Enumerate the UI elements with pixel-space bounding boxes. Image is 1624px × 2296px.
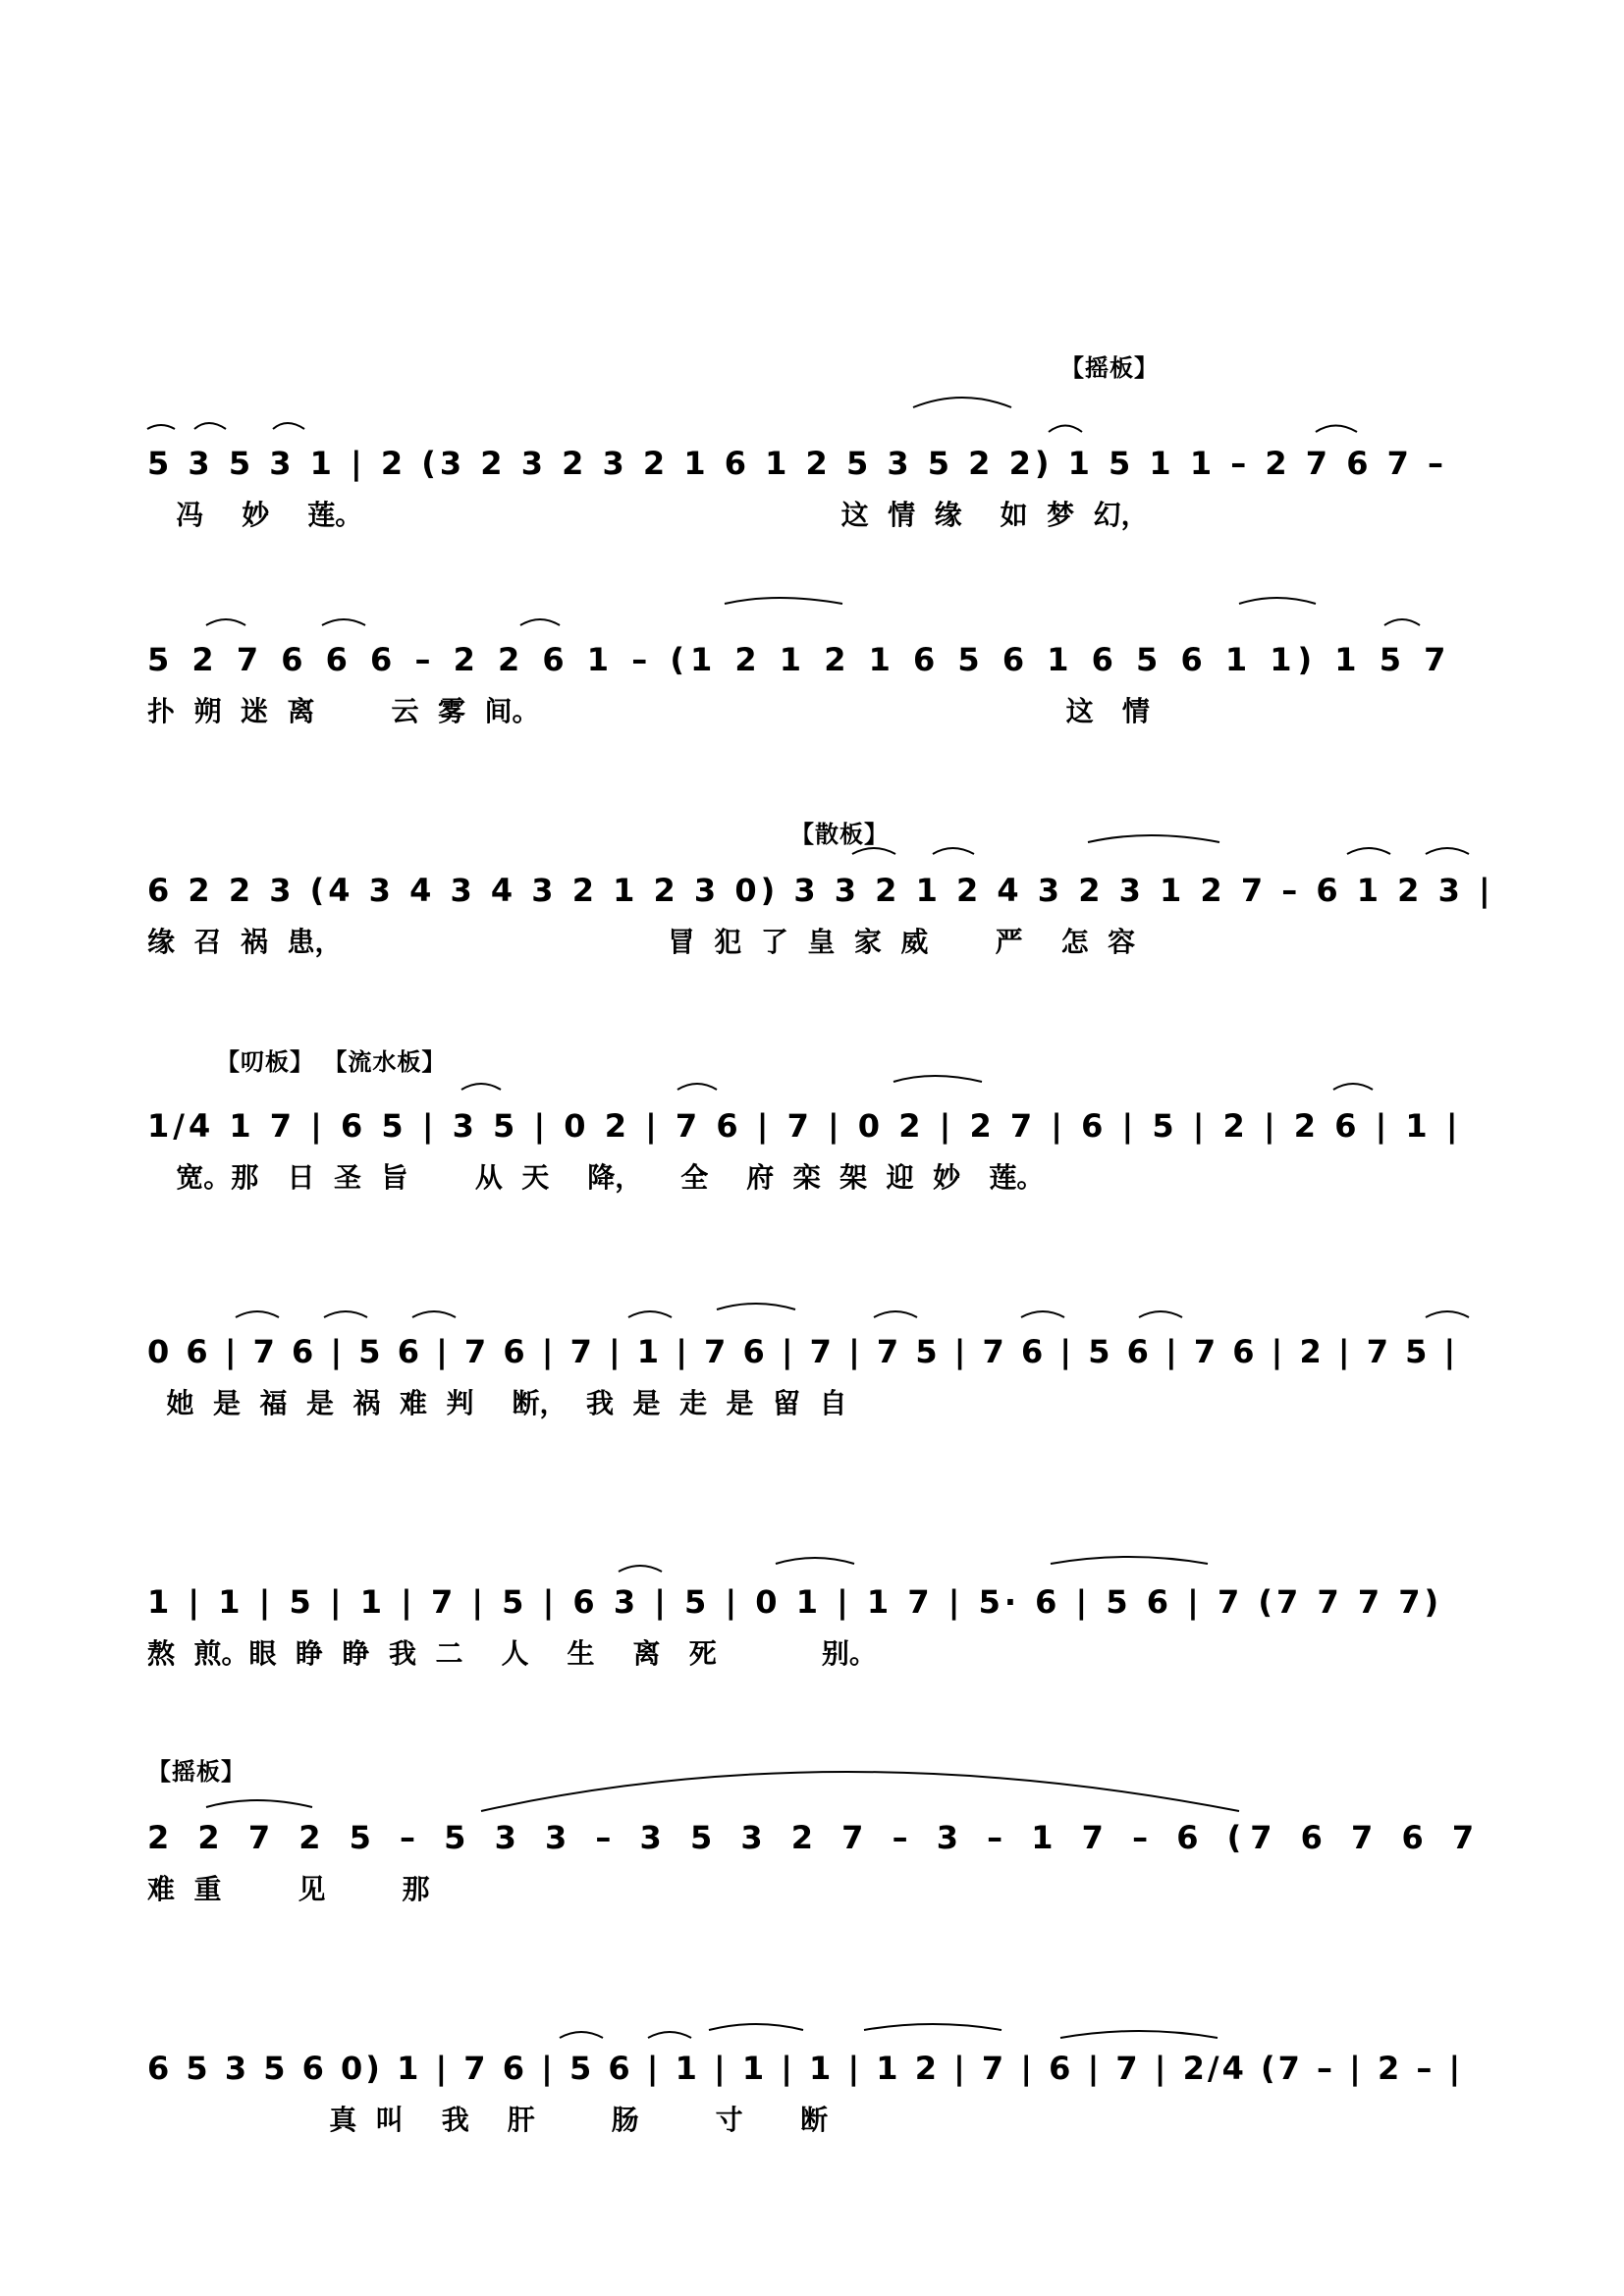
lyrics-line: 扑 朔 迷 离 云 雾 间。 这 情 <box>147 695 1150 727</box>
score-system-7 <box>147 1752 1502 1909</box>
jianpu-notes: 0 6 | 7 6 | 5 6 | 7 6 | 7 | 1 | 7 6 | 7 | 7 5 | 7 6 | 5 6 | 7 6 | 2 | 7 5 | <box>147 1333 1459 1370</box>
jianpu-notes: 6 5 3 5 6 0) 1 | 7 6 | 5 6 | 1 | 1 | 1 | 1 2 | 7 | 6 | 7 | 2/4 (7 – | 2 – | <box>147 2050 1464 2087</box>
section-label: 【叨板】 【流水板】 <box>216 1048 447 1076</box>
jianpu-notes: 1/4 1 7 | 6 5 | 3 5 | 0 2 | 7 6 | 7 | 0 2 | 2 7 | 6 | 5 | 2 | 2 6 | 1 | <box>147 1107 1462 1145</box>
section-label: 【摇板】 <box>147 1758 245 1786</box>
score-system-3 <box>147 795 1502 958</box>
lyrics-line: 真 叫 我 肝 肠 寸 断 <box>147 2104 829 2136</box>
lyrics-line: 冯 妙 莲。 这 情 缘 如 梦 幻， <box>147 499 1149 531</box>
score-system-8 <box>147 1983 1502 2140</box>
lyrics-line: 缘 召 祸 患， 冒 犯 了 皇 家 威 严 怎 容 <box>147 926 1136 958</box>
lyrics-line: 难 重 见 那 <box>147 1873 430 1905</box>
section-label: 【散板】 <box>790 821 889 848</box>
score-system-4 <box>147 1031 1502 1194</box>
jianpu-notes: 6 2 2 3 (4 3 4 3 4 3 2 1 2 3 0) 3 3 2 1 2 4 3 2 3 1 2 7 – 6 1 2 3 | <box>147 872 1494 909</box>
score-system-5 <box>147 1266 1502 1423</box>
lyrics-line: 她 是 福 是 祸 难 判 断， 我 是 走 是 留 自 <box>147 1387 847 1419</box>
lyrics-line: 宽。那 日 圣 旨 从 天 降， 全 府 栾 架 迎 妙 莲。 <box>147 1161 1045 1194</box>
score-system-6 <box>147 1517 1502 1674</box>
score-system-1 <box>147 348 1502 531</box>
lyrics-line: 熬 煎。眼 睁 睁 我 二 人 生 离 死 别。 <box>147 1637 877 1670</box>
jianpu-notes: 5 2 7 6 6 6 – 2 2 6 1 – (1 2 1 2 1 6 5 6 1 6 5 6 1 1) 1 5 7 <box>147 641 1452 678</box>
jianpu-notes: 1 | 1 | 5 | 1 | 7 | 5 | 6 3 | 5 | 0 1 | 1 7 | 5· 6 | 5 6 | 7 (7 7 7 7) <box>147 1583 1443 1621</box>
jianpu-notes: 5 3 5 3 1 | 2 (3 2 3 2 3 2 1 6 1 2 5 3 5 2 2) 1 5 1 1 – 2 7 6 7 – <box>147 445 1447 482</box>
jianpu-notes: 2 2 7 2 5 – 5 3 3 – 3 5 3 2 7 – 3 – 1 7 – 6 (7 6 7 6 7 <box>147 1819 1484 1856</box>
score-system-2 <box>147 564 1502 727</box>
section-label: 【摇板】 <box>1060 354 1159 382</box>
